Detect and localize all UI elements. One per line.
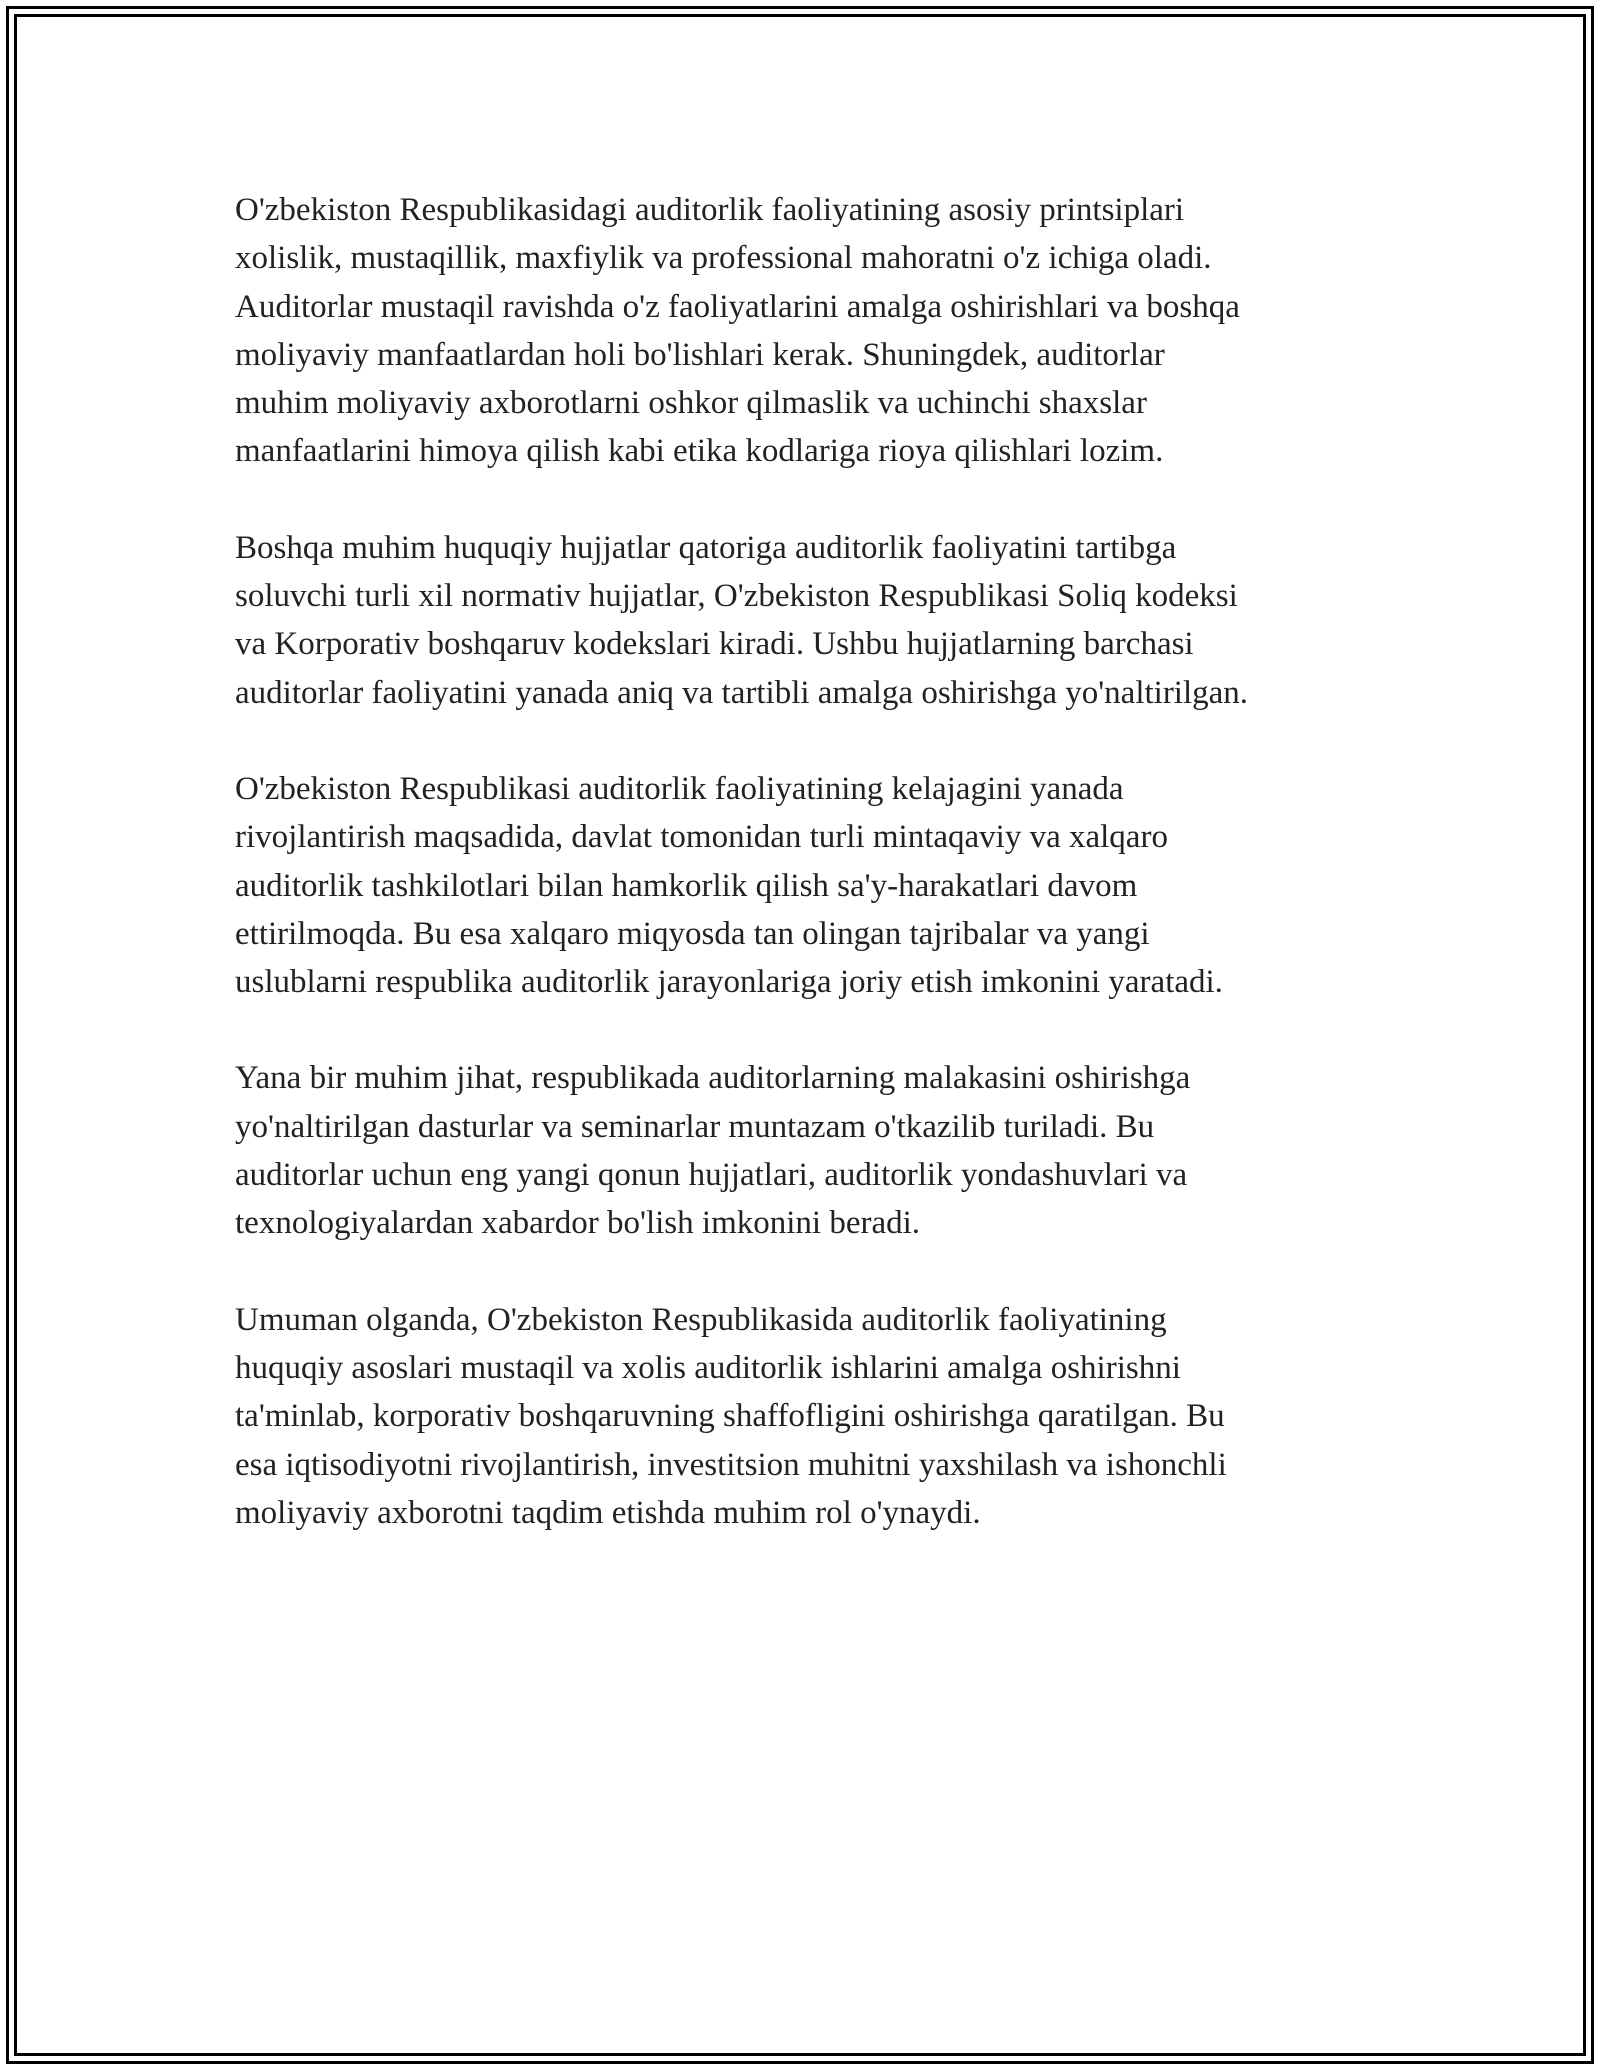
text-line: Umuman olganda, O'zbekiston Respublikasida auditorlik faoliyatining — [235, 1301, 1167, 1338]
text-line: moliyaviy axborotni taqdim etishda muhim rol o'ynaydi. — [235, 1494, 981, 1531]
text-line: texnologiyalardan xabardor bo'lish imkonini beradi. — [235, 1205, 921, 1242]
text-line: esa iqtisodiyotni rivojlantirish, investitsion muhitni yaxshilash va ishonchli — [235, 1446, 1227, 1483]
text-line: muhim moliyaviy axborotlarni oshkor qilmaslik va uchinchi shaxslar — [235, 385, 1147, 422]
text-line: ettirilmoqda. Bu esa xalqaro miqyosda tan olingan tajribalar va yangi — [235, 915, 1150, 952]
document-body — [235, 186, 1385, 1537]
text-line: O'zbekiston Respublikasi auditorlik faoliyatining kelajagini yanada — [235, 770, 1124, 807]
text-line: Auditorlar mustaqil ravishda o'z faoliyatlarini amalga oshirishlari va boshqa — [235, 288, 1240, 325]
paragraph-1 — [235, 186, 1385, 476]
text-line: ta'minlab, korporativ boshqaruvning shaffofligini oshirishga qaratilgan. Bu — [235, 1398, 1225, 1435]
text-line: auditorlar uchun eng yangi qonun hujjatlari, auditorlik yondashuvlari va — [235, 1157, 1188, 1194]
text-line: xolislik, mustaqillik, maxfiylik va professional mahoratni o'z ichiga oladi. — [235, 240, 1212, 277]
text-line: uslublarni respublika auditorlik jarayonlariga joriy etish imkonini yaratadi. — [235, 964, 1223, 1001]
text-line: auditorlik tashkilotlari bilan hamkorlik qilish sa'y-harakatlari davom — [235, 867, 1138, 904]
text-line: manfaatlarini himoya qilish kabi etika kodlariga rioya qilishlari lozim. — [235, 433, 1164, 470]
paragraph-3 — [235, 765, 1385, 1006]
text-line: yo'naltirilgan dasturlar va seminarlar muntazam o'tkazilib turiladi. Bu — [235, 1108, 1155, 1145]
text-line: va Korporativ boshqaruv kodekslari kiradi. Ushbu hujjatlarning barchasi — [235, 626, 1194, 663]
text-line: moliyaviy manfaatlardan holi bo'lishlari kerak. Shuningdek, auditorlar — [235, 336, 1165, 373]
text-line: O'zbekiston Respublikasidagi auditorlik faoliyatining asosiy printsiplari — [235, 192, 1185, 228]
paragraph-5 — [235, 1296, 1385, 1537]
paragraph-4 — [235, 1054, 1385, 1247]
text-line: rivojlantirish maqsadida, davlat tomonidan turli mintaqaviy va xalqaro — [235, 819, 1168, 856]
text-line: huquqiy asoslari mustaqil va xolis auditorlik ishlarini amalga oshirishni — [235, 1349, 1181, 1386]
text-line: soluvchi turli xil normativ hujjatlar, O'zbekiston Respublikasi Soliq kodeksi — [235, 578, 1238, 615]
text-line: auditorlar faoliyatini yanada aniq va tartibli amalga oshirishga yo'naltirilgan. — [235, 674, 1249, 711]
text-line: Boshqa muhim huquqiy hujjatlar qatoriga auditorlik faoliyatini tartibga — [235, 529, 1177, 566]
paragraph-2 — [235, 524, 1385, 717]
text-line: Yana bir muhim jihat, respublikada auditorlarning malakasini oshirishga — [235, 1060, 1191, 1097]
